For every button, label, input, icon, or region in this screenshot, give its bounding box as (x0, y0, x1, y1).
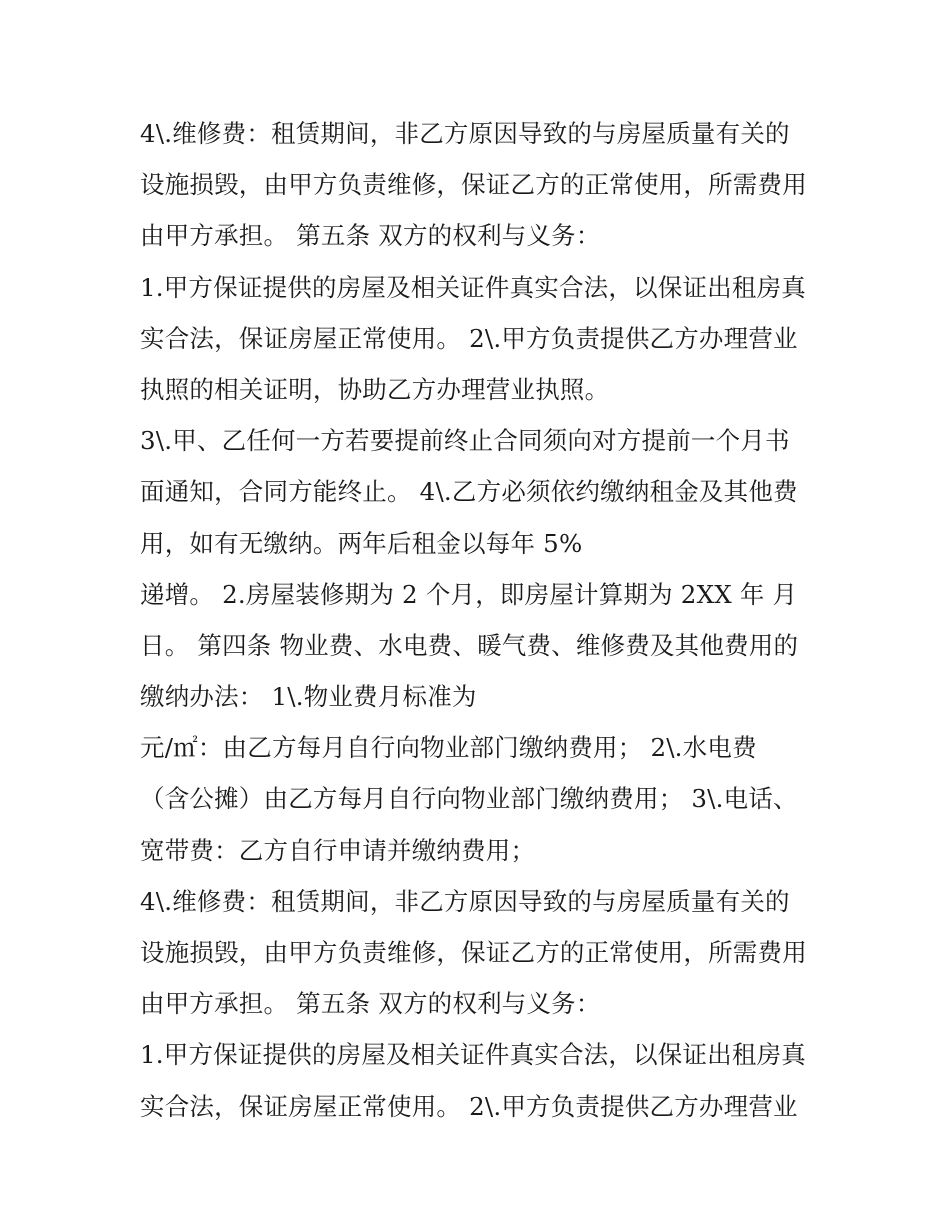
text-line-3: 由甲方承担。 第五条 双方的权利与义务： (140, 221, 601, 251)
text-line-10: 递增。 2.房屋装修期为 2 个月，即房屋计算期为 2XX 年 月 (140, 579, 798, 609)
text-line-12: 缴纳办法： 1\.物业费月标准为 (140, 682, 477, 712)
text-line-5: 实合法，保证房屋正常使用。 2\.甲方负责提供乙方办理营业 (140, 323, 798, 353)
text-line-8: 面通知，合同方能终止。 4\.乙方必须依约缴纳租金及其他费 (140, 477, 798, 507)
text-line-19: 1.甲方保证提供的房屋及相关证件真实合法，以保证出租房真 (140, 1040, 806, 1070)
text-line-4: 1.甲方保证提供的房屋及相关证件真实合法，以保证出租房真 (140, 272, 806, 302)
text-line-7: 3\.甲、乙任何一方若要提前终止合同须向对方提前一个月书 (140, 426, 790, 456)
text-line-16: 4\.维修费：租赁期间，非乙方原因导致的与房屋质量有关的 (140, 886, 790, 916)
text-line-2: 设施损毁，由甲方负责维修，保证乙方的正常使用，所需费用 (140, 170, 807, 200)
text-line-15: 宽带费：乙方自行申请并缴纳费用； (140, 835, 536, 865)
text-line-14: （含公摊）由乙方每月自行向物业部门缴纳费用； 3\.电话、 (140, 784, 798, 814)
text-line-17: 设施损毁，由甲方负责维修，保证乙方的正常使用，所需费用 (140, 938, 807, 967)
contract-text (140, 108, 830, 1132)
text-line-6: 执照的相关证明，协助乙方办理营业执照。 (140, 374, 610, 404)
text-line-1: 4\.维修费：租赁期间，非乙方原因导致的与房屋质量有关的 (140, 119, 790, 148)
text-line-20: 实合法，保证房屋正常使用。 2\.甲方负责提供乙方办理营业 (140, 1091, 798, 1121)
text-line-11: 日。 第四条 物业费、水电费、暖气费、维修费及其他费用的 (140, 630, 799, 660)
text-line-13: 元/㎡：由乙方每月自行向物业部门缴纳费用； 2\.水电费 (140, 733, 757, 763)
text-line-9: 用，如有无缴纳。两年后租金以每年 5% (140, 528, 583, 558)
text-line-18: 由甲方承担。 第五条 双方的权利与义务： (140, 989, 601, 1019)
